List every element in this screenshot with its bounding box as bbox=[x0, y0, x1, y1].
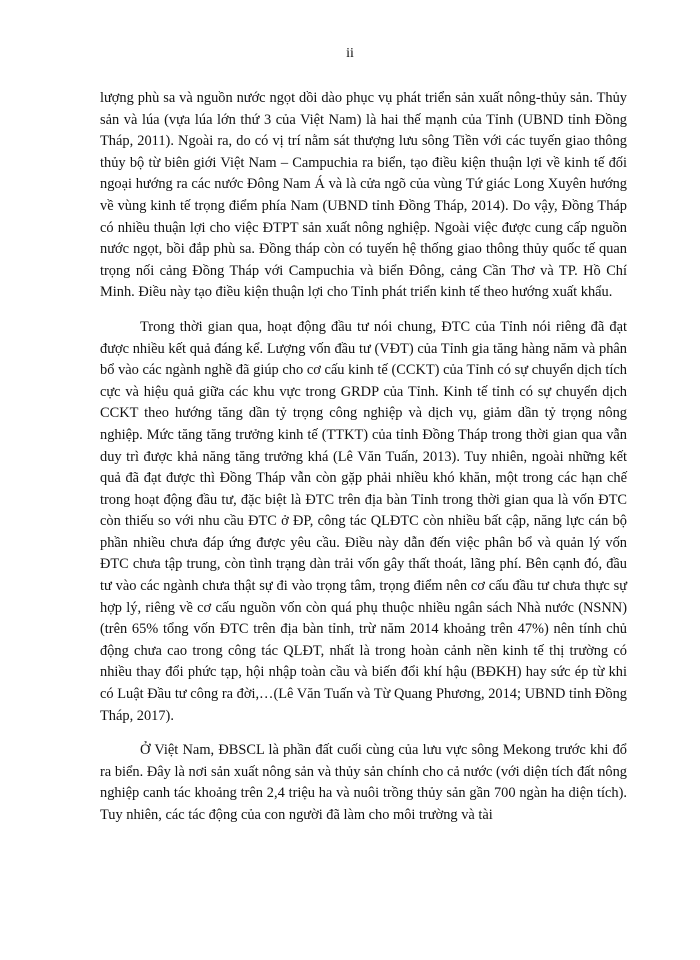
page-number: ii bbox=[346, 46, 354, 61]
paragraph-continuation: lượng phù sa và nguồn nước ngọt dồi dào phục vụ phát triển sản xuất nông-thủy sản. Thủy sản và lúa (vựa lúa lớn thứ 3 của Việt Nam) là hai thế mạnh của Tỉnh (UBND tỉnh Đồng Tháp, 2011). Ngoài ra, do có vị trí nằm sát thượng lưu sông Tiền với các tuyến giao thông thủy bộ từ biên giới Việt Nam – Campuchia ra biển, tạo điều kiện thuận lợi về kinh tế đối ngoại hướng ra các nước Đông Nam Á và là cửa ngõ của vùng Tứ giác Long Xuyên hướng về vùng kinh tế trọng điểm phía Nam (UBND tỉnh Đồng Tháp, 2014). Do vậy, Đồng Tháp có nhiều thuận lợi cho việc ĐTPT sản xuất nông nghiệp. Ngoài việc được cung cấp nguồn nước ngọt, bồi đắp phù sa. Đồng tháp còn có tuyến hệ thống giao thông thủy quốc tế quan trọng nối cảng Đồng Tháp với Campuchia và biển Đông, cảng Cần Thơ và TP. Hồ Chí Minh. Điều này tạo điều kiện thuận lợi cho Tỉnh phát triển kinh tế theo hướng xuất khẩu. bbox=[100, 90, 627, 301]
paragraph-investment: Trong thời gian qua, hoạt động đầu tư nói chung, ĐTC của Tỉnh nói riêng đã đạt được nhiều kết quả đáng kể. Lượng vốn đầu tư (VĐT) của Tỉnh gia tăng hàng năm và phân bổ vào các ngành nghề đã giúp cho cơ cấu kinh tế (CCKT) của Tỉnh có sự chuyển dịch tích cực và hiệu quả giữa các khu vực trong GRDP của Tỉnh. Kinh tế tỉnh có sự chuyển dịch CCKT theo hướng tăng dần tỷ trọng công nghiệp và dịch vụ, giảm dần tỷ trọng nông nghiệp. Mức tăng tăng trưởng kinh tế (TTKT) của tỉnh Đồng Tháp trong thời gian qua vẫn duy trì được khả năng tăng trưởng khá (Lê Văn Tuấn, 2013). Tuy nhiên, ngoài những kết quả đã đạt được thì Đồng Tháp vẫn còn gặp phải nhiều khó khăn, một trong các hạn chế trong hoạt động đầu tư, đặc biệt là ĐTC trên địa bàn Tỉnh trong thời gian qua là vốn ĐTC còn thiếu so với nhu cầu ĐTC ở ĐP, công tác QLĐTC còn nhiều bất cập, năng lực cán bộ phần nhiều chưa đáp ứng được yêu cầu. Điều này dẫn đến việc phân bổ và quản lý vốn ĐTC chưa tập trung, còn tình trạng dàn trải vốn gây thất thoát, lãng phí. Bên cạnh đó, đầu tư vào các ngành chưa thật sự đi vào trọng tâm, trọng điểm nên cơ cấu đầu tư chưa thực sự hợp lý, riêng về cơ cấu nguồn vốn còn quá phụ thuộc nhiều ngân sách Nhà nước (NSNN) (trên 65% tổng vốn ĐTC trên địa bàn tỉnh, trừ năm 2014 khoảng trên 47%) nên tính chủ động chưa cao trong công tác QLĐT, nhất là trong hoàn cảnh nền kinh tế thị trường có nhiều thay đổi phức tạp, hội nhập toàn cầu và biến đổi khí hậu (BĐKH) hay sức ép từ khi có Luật Đầu tư công ra đời,…(Lê Văn Tuấn và Từ Quang Phương, 2014; UBND tỉnh Đồng Tháp, 2017). bbox=[100, 318, 627, 724]
body-text bbox=[100, 88, 627, 840]
paragraph-mekong-delta: Ở Việt Nam, ĐBSCL là phần đất cuối cùng của lưu vực sông Mekong trước khi đổ ra biển. Đây là nơi sản xuất nông sản và thủy sản chính cho cả nước (với diện tích đất nông nghiệp canh tác khoảng trên 2,4 triệu ha và nuôi trồng thủy sản gần 700 ngàn ha diện tích). Tuy nhiên, các tác động của con người đã làm cho môi trường và tài bbox=[100, 742, 627, 823]
